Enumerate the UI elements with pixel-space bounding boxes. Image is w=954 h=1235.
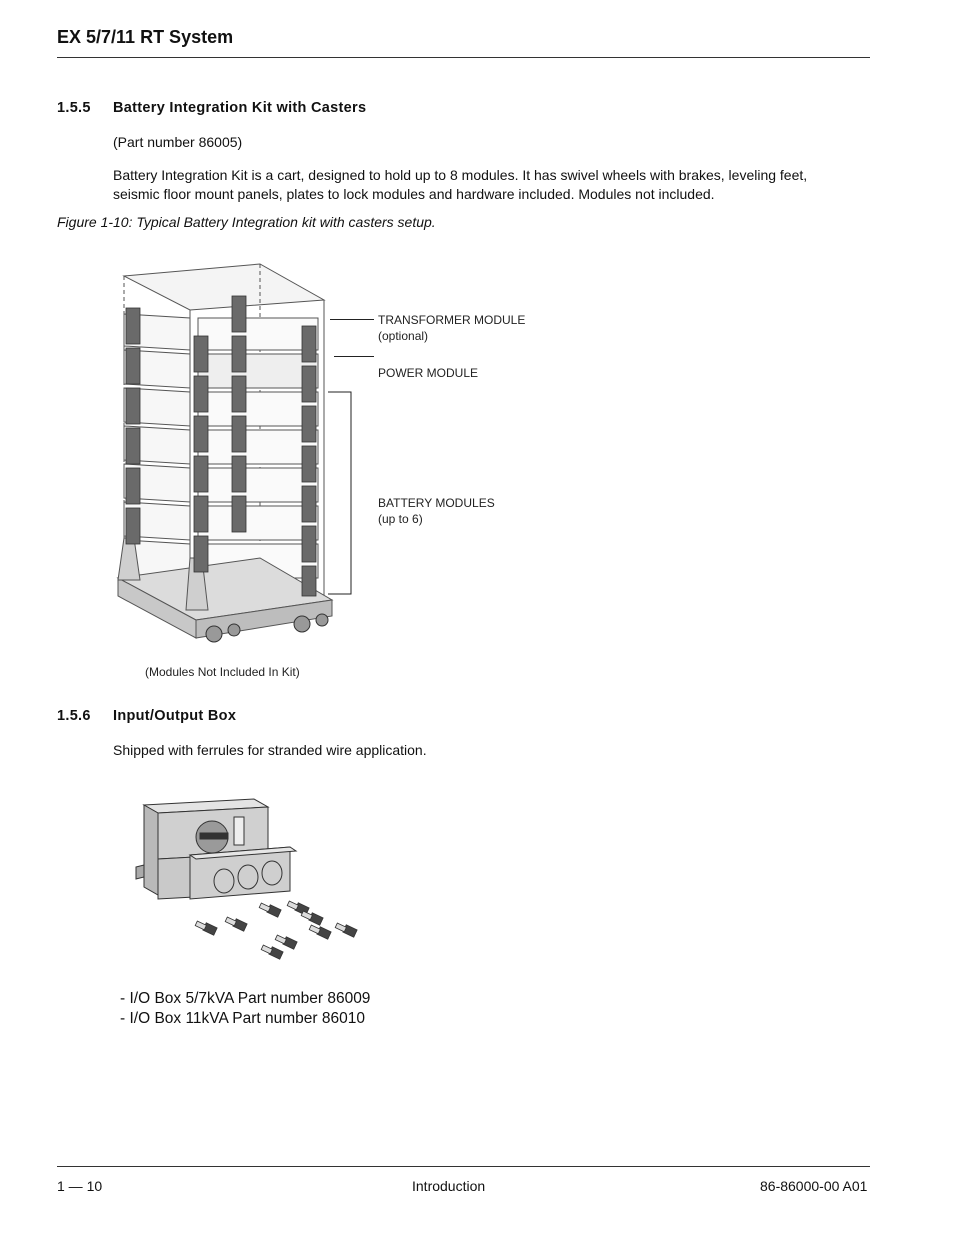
document-id: 86-86000-00 A01: [760, 1178, 868, 1194]
header-rule: [57, 57, 870, 58]
io-box-part-list: [120, 989, 370, 1029]
page-number: 1 — 10: [57, 1178, 103, 1194]
section-number: 1.5.5: [57, 100, 91, 116]
document-title: EX 5/7/11 RT System: [57, 27, 234, 47]
footer-rule: [57, 1166, 870, 1167]
power-module-callout: POWER MODULE: [378, 366, 479, 380]
io-box-illustration: [134, 795, 364, 965]
transformer-callout-label: TRANSFORMER MODULE: [378, 313, 526, 327]
section-heading-1-5-5: [57, 100, 366, 116]
battery-callout-label: BATTERY MODULES: [378, 496, 495, 510]
section-title: Battery Integration Kit with Casters: [113, 100, 367, 116]
battery-cart-illustration: [110, 258, 340, 650]
io-box-description: Shipped with ferrules for stranded wire application.: [113, 742, 427, 758]
power-leader-line: [334, 356, 374, 357]
part-number-text: (Part number 86005): [113, 134, 243, 150]
battery-callout-note: (up to 6): [378, 512, 423, 526]
list-item: - I/O Box 5/7kVA Part number 86009: [120, 990, 371, 1007]
section-heading-1-5-6: [57, 708, 236, 724]
transformer-callout: [378, 312, 525, 344]
modules-not-included-note: (Modules Not Included In Kit): [145, 665, 300, 679]
battery-bracket: [326, 390, 356, 596]
transformer-leader-line: [330, 319, 374, 320]
figure-caption: Figure 1-10: Typical Battery Integration kit with casters setup.: [57, 214, 436, 230]
section-number: 1.5.6: [57, 708, 91, 724]
list-item: - I/O Box 11kVA Part number 86010: [120, 1010, 365, 1027]
section-title: Input/Output Box: [113, 708, 237, 724]
footer-section: Introduction: [412, 1178, 486, 1194]
battery-callout: [378, 495, 495, 527]
kit-description: Battery Integration Kit is a cart, designed to hold up to 8 modules. It has swivel wheels with brakes, leveling feet, seismic floor mount panels, plates to lock modules and hardware included. Modules not included.: [113, 167, 808, 202]
transformer-callout-note: (optional): [378, 329, 429, 343]
